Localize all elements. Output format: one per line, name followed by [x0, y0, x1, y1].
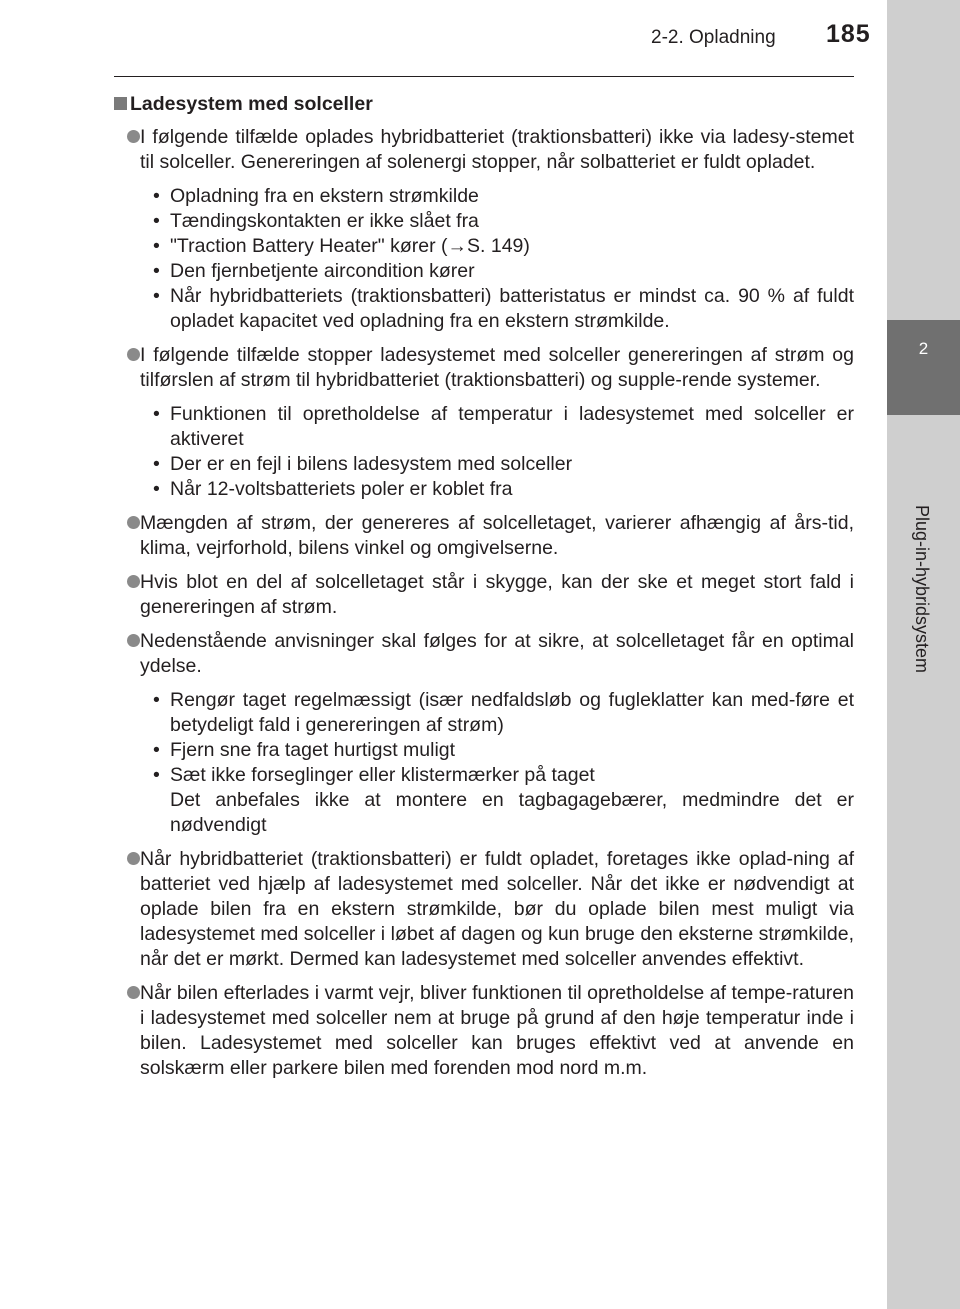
circle-bullet-icon: [127, 852, 140, 865]
sub-list-item: • Når hybridbatteriets (traktionsbatteri) batteristatus er mindst ca. 90 % af fuldt opladet kapacitet ved opladning fra en ekstern strømkilde.: [153, 285, 854, 332]
circle-bullet-icon: [127, 575, 140, 588]
bullet-text: Hvis blot en del af solcelletaget står i skygge, kan der ske et meget stort fald i genereringen af strøm.: [140, 571, 854, 618]
side-tab-background: [887, 0, 960, 320]
circle-bullet-icon: [127, 130, 140, 143]
sub-list: [114, 402, 854, 502]
bullet-text: Når bilen efterlades i varmt vejr, bliver funktionen til opretholdelse af tempe-raturen i ladesystemet med solceller nem at bruge på grund af den høje temperatur inde i bilen. Ladesystemet med solceller kan bruges effektivt ved at anvende en solskærm eller parkere bilen med forenden mod nord m.m.: [140, 982, 854, 1079]
sub-list-item: • "Traction Battery Heater" kører (→S. 149): [153, 235, 530, 257]
sub-list-item: • Funktionen til opretholdelse af temperatur i ladesystemet med solceller er aktiveret: [153, 403, 854, 450]
page-number: 185: [826, 20, 871, 48]
header-divider: [114, 76, 854, 77]
sub-list-item: • Den fjernbetjente aircondition kører: [153, 260, 475, 282]
bullet-item: [114, 981, 854, 1081]
chapter-number: 2: [918, 339, 929, 358]
square-bullet-icon: [114, 97, 127, 110]
circle-bullet-icon: [127, 516, 140, 529]
sub-list-item: • Når 12-voltsbatteriets poler er koblet fra: [153, 478, 513, 500]
bullet-item: [114, 511, 854, 561]
sub-list-item: • Sæt ikke forseglinger eller klistermærker på taget: [153, 764, 595, 786]
sub-list: [114, 184, 854, 334]
bullet-text: Mængden af strøm, der genereres af solcelletaget, varierer afhængig af års-tid, klima, vejrforhold, bilens vinkel og omgivelserne.: [140, 512, 854, 559]
circle-bullet-icon: [127, 634, 140, 647]
bullet-text: Når hybridbatteriet (traktionsbatteri) er fuldt opladet, foretages ikke oplad-ning af batteriet ved hjælp af ladesystemet med solceller. Når det ikke er nødvendigt at oplade bilen fra en ekstern strømkilde, bør du oplade bilen mest muligt via ladesystemet med solceller i løbet af dagen og kun bruge den eksterne strømkilde, når det er mørkt. Dermed kan ladesystemet med solceller anvendes effektivt.: [140, 848, 854, 970]
bullet-text: I følgende tilfælde stopper ladesystemet med solceller genereringen af strøm og tilførslen af strøm til hybridbatteriet (traktionsbatteri) og supple-rende systemer.: [140, 344, 854, 391]
sub-list-item: • Rengør taget regelmæssigt (især nedfaldsløb og fugleklatter kan med-føre et betydeligt fald i genereringen af strøm): [153, 689, 854, 736]
bullet-item: [114, 570, 854, 620]
section-title: 2-2. Opladning: [651, 27, 776, 48]
sub-list: [114, 688, 854, 838]
bullet-item: [114, 629, 854, 679]
bullet-item: [114, 343, 854, 393]
sub-list-item: • Opladning fra en ekstern strømkilde: [153, 185, 479, 207]
bullet-item: [114, 847, 854, 972]
bullet-text: I følgende tilfælde oplades hybridbatteriet (traktionsbatteri) ikke via ladesy-stemet til solceller. Genereringen af solenergi stopper, når solbatteriet er fuldt opladet.: [140, 126, 854, 173]
page-content: [114, 92, 854, 1090]
sub-list-item: • Fjern sne fra taget hurtigst muligt: [153, 739, 456, 761]
sub-list-continuation: Det anbefales ikke at montere en tagbagagebærer, medmindre det er nødvendigt: [170, 789, 854, 836]
bullet-item: [114, 125, 854, 175]
circle-bullet-icon: [127, 986, 140, 999]
section-heading: [114, 92, 854, 117]
side-tab-chapter-marker: [887, 320, 960, 415]
bullet-text: Nedenstående anvisninger skal følges for at sikre, at solcelletaget får en optimal ydelse.: [140, 630, 854, 677]
heading-text: Ladesystem med solceller: [130, 93, 373, 115]
chapter-label: Plug-in-hybridsystem: [912, 505, 932, 674]
sub-list-item: • Tændingskontakten er ikke slået fra: [153, 210, 479, 232]
circle-bullet-icon: [127, 348, 140, 361]
sub-list-item: • Der er en fejl i bilens ladesystem med solceller: [153, 453, 573, 475]
